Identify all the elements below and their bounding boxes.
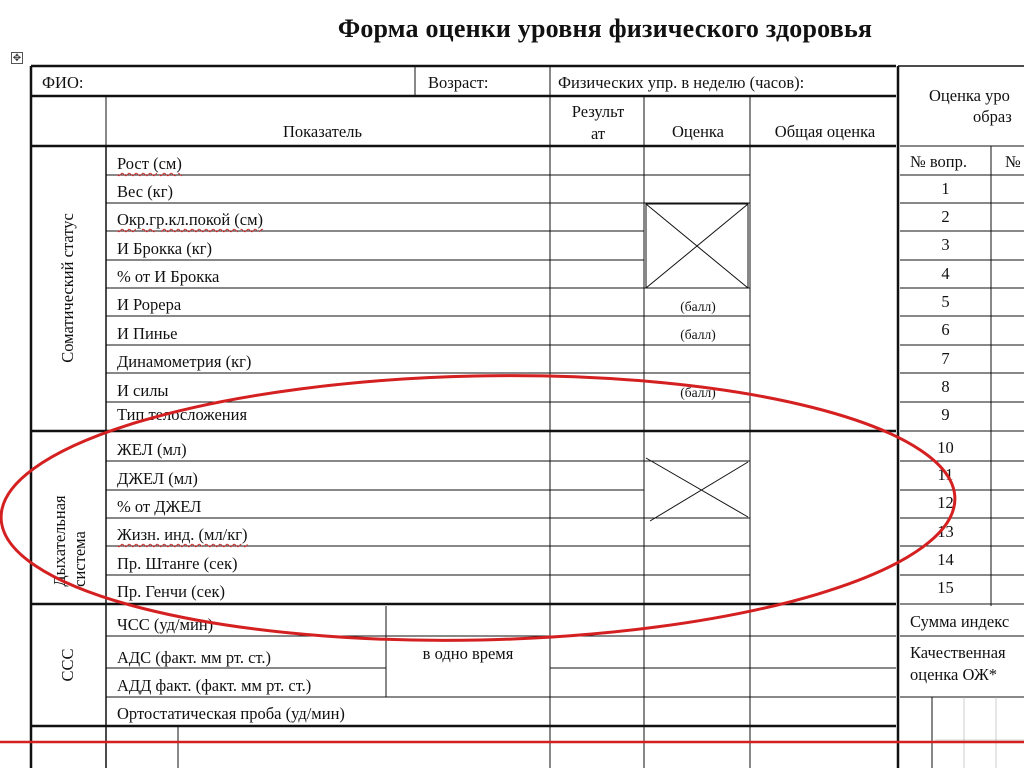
quality-label-line2: оценка ОЖ* [910,665,997,684]
question-number: 5 [941,292,950,311]
fio-label: ФИО: [42,73,84,92]
row-label: % от ДЖЕЛ [117,497,202,516]
col-indicator-header: Показатель [283,122,362,141]
sum-index-label: Сумма индекс [910,612,1010,631]
col-result-header-line2: ат [590,124,606,143]
question-number: 9 [941,405,950,424]
row-label: ДЖЕЛ (мл) [117,469,198,488]
right-header-line2: образ [973,107,1012,126]
section-css-label: ССС [57,648,77,682]
row-label: ЧСС (уд/мин) [117,615,214,634]
question-number: 7 [941,349,950,368]
row-label: Динамометрия (кг) [117,352,252,371]
table-move-handle-icon[interactable]: ✥ [12,53,22,64]
row-label: Жизн. инд. (мл/кг) [117,525,248,544]
right-header-line1: Оценка уро [929,86,1010,105]
quality-label-line1: Качественная [910,643,1006,662]
section-respiratory-label-line2: система [69,531,89,587]
age-label: Возраст: [428,73,489,92]
row-label: ЖЕЛ (мл) [117,440,187,459]
question-number: 11 [937,465,954,484]
section-somatic-label: Соматический статус [57,213,77,363]
row-label: И Пинье [117,324,178,343]
row-label: Пр. Штанге (сек) [117,554,238,573]
row-label: % от И Брокка [117,267,220,286]
row-label: Рост (см) [117,154,182,173]
question-number: 15 [937,578,954,597]
row-label: И силы [117,381,169,400]
row-label: АДД факт. (факт. мм рт. ст.) [117,676,312,695]
row-label: АДС (факт. мм рт. ст.) [117,648,272,667]
exercise-hours-label: Физических упр. в неделю (часов): [558,73,805,92]
question-number: 8 [941,377,950,396]
question-number: 2 [941,207,950,226]
row-label: Вес (кг) [117,182,173,201]
row-label: И Брокка (кг) [117,239,213,258]
question-number: 6 [941,320,950,339]
col-result-header-line1: Результ [571,102,625,121]
col-overall-header: Общая оценка [774,122,876,141]
question-number: 4 [941,264,950,283]
question-number: 10 [937,438,954,457]
question-number: 12 [937,493,954,512]
question-number: 14 [937,550,954,569]
question-number: 1 [941,179,950,198]
row-label: Пр. Генчи (сек) [117,582,225,601]
col-question-no2-header: № [1005,152,1021,171]
red-highlight-ellipse [0,366,958,650]
score-note-strength: (балл) [680,385,716,400]
row-label: Окр.гр.кл.покой (см) [117,210,264,229]
form-title: Форма оценки уровня физического здоровья [337,14,873,43]
question-number: 3 [941,235,950,254]
row-label: Ортостатическая проба (уд/мин) [117,704,345,723]
row-label: И Рорера [117,295,182,314]
row-label: Тип телосложения [117,405,248,424]
col-question-no-header: № вопр. [910,152,968,171]
section-respiratory-label-line1: Дыхательная [49,495,69,587]
score-note-pinye: (балл) [680,327,716,342]
question-number: 13 [937,522,954,541]
css-note: в одно время [422,644,514,663]
col-score-header: Оценка [672,122,724,141]
score-note-rorer: (балл) [680,299,716,314]
